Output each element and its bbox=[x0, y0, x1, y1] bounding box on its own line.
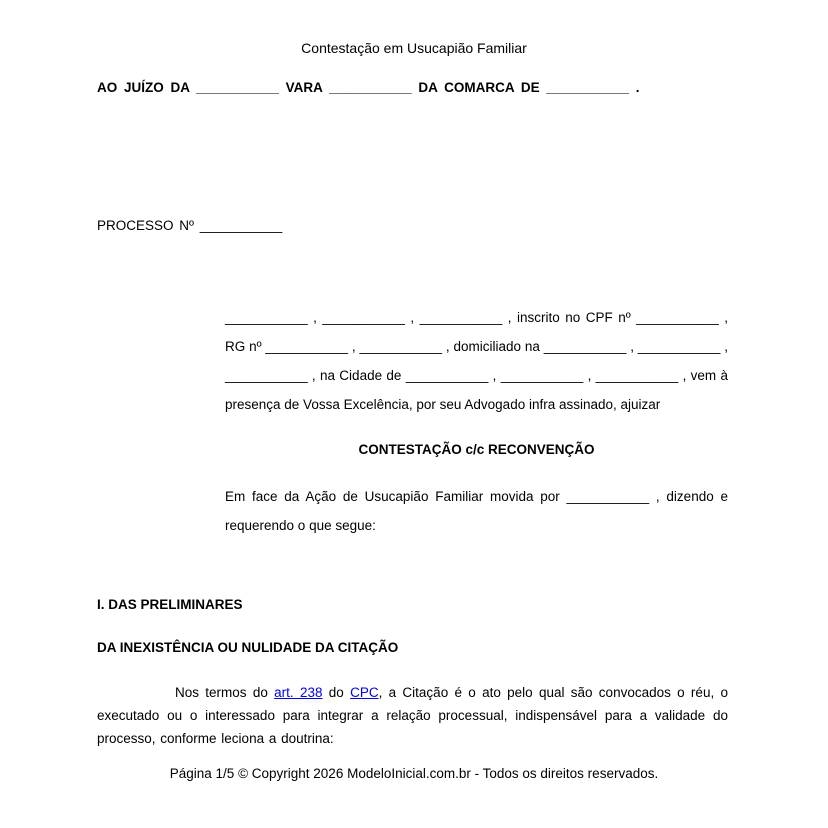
party-qualification-paragraph: ___________ , ___________ , ___________ , inscrito no CPF nº ___________ , RG nº ___________ , ___________ , domiciliado na ___________ , ___________ , ___________ , na Cidade de ___________ , ___________ , ___________ , vem à presença de Vossa Excelência, por seu Advogado infra assinado, ajuizar bbox=[225, 310, 728, 412]
section-heading-preliminares: I. DAS PRELIMINARES bbox=[97, 597, 243, 612]
contestation-heading: CONTESTAÇÃO c/c RECONVENÇÃO bbox=[358, 442, 595, 457]
citation-text-part1: Nos termos do bbox=[175, 685, 275, 700]
citation-text-part2: do bbox=[322, 685, 351, 700]
citation-text-part3: , a Citação é o ato pelo qual são convocados o réu, o executado ou o interessado para integrar a relação processual, indispensável para a validade do processo, conforme leciona a doutrina: bbox=[97, 685, 728, 746]
citation-paragraph bbox=[97, 681, 728, 750]
link-cpc[interactable]: CPC bbox=[350, 685, 379, 700]
section-heading-citacao: DA INEXISTÊNCIA OU NULIDADE DA CITAÇÃO bbox=[97, 640, 399, 655]
page-footer: Página 1/5 © Copyright 2026 ModeloInicial.com.br - Todos os direitos reservados. bbox=[169, 766, 659, 781]
court-address-line: AO JUÍZO DA ___________ VARA ___________ DA COMARCA DE ___________ . bbox=[97, 80, 640, 95]
process-number-line: PROCESSO Nº ___________ bbox=[97, 218, 283, 233]
em-face-paragraph: Em face da Ação de Usucapião Familiar movida por ___________ , dizendo e requerendo o que segue: bbox=[225, 489, 728, 533]
document-title: Contestação em Usucapião Familiar bbox=[301, 40, 527, 56]
link-art-238[interactable]: art. 238 bbox=[274, 685, 323, 700]
